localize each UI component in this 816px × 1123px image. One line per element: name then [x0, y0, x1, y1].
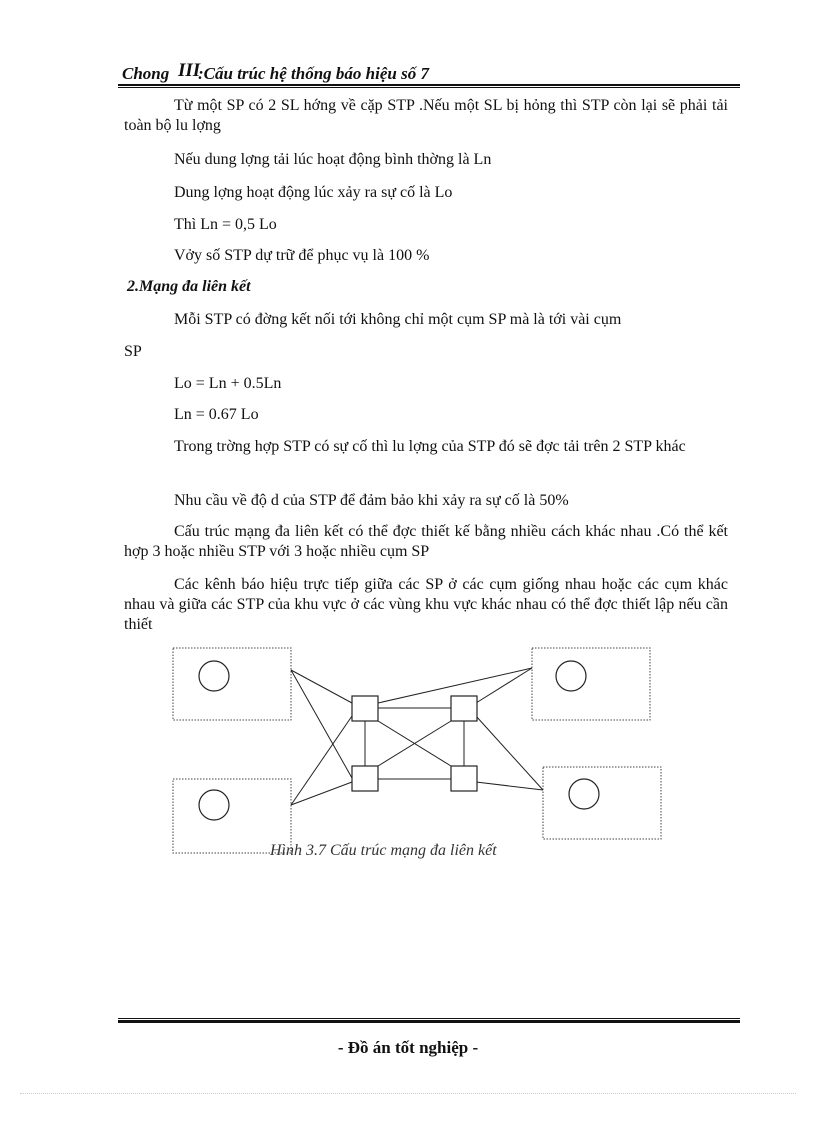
header-chapter-title: :Cấu trúc hệ thống báo hiệu số 7 [198, 64, 429, 83]
sp-node-bottom-right [569, 779, 599, 809]
paragraph-6a: Mỗi STP có đờng kết nối tới không chỉ một cụm SP mà là tới vài cụm [174, 311, 622, 328]
header-chapter-roman: III [178, 60, 201, 81]
stp-node-1 [352, 696, 378, 721]
link-tl-stp3 [291, 670, 352, 778]
link-stp2-stp3 [378, 721, 451, 766]
link-br-stp2 [476, 716, 543, 790]
sp-node-top-left [199, 661, 229, 691]
page-footer: - Đồ án tốt nghiệp - [337, 1038, 479, 1057]
figure-caption: Hình 3.7 Cấu trúc mạng đa liên kết [270, 842, 497, 859]
paragraph-6b: SP [124, 343, 142, 360]
stp-node-2 [451, 696, 477, 721]
link-tr-stp1 [378, 668, 532, 703]
paragraph-2: Nếu dung lợng tải lúc hoạt động bình thờng là Ln [174, 151, 492, 168]
sp-node-bottom-left [199, 790, 229, 820]
section-title: 2.Mạng đa liên kết [127, 278, 251, 295]
sp-cluster-top-left [173, 648, 291, 720]
paragraph-3: Dung lợng hoạt động lúc xảy ra sự cố là Lo [174, 184, 453, 201]
header-rule-thin [118, 87, 740, 88]
header-rule-thick [118, 84, 740, 86]
paragraph-5: Vởy số STP dự trữ để phục vụ là 100 % [174, 247, 430, 264]
paragraph-1: Từ một SP có 2 SL hớng về cặp STP .Nếu một SL bị hỏng thì STP còn lại sẽ phải tải toàn bộ lu lợng [124, 97, 728, 134]
header-chapter-word: Chong [122, 64, 170, 83]
paragraph-7: Lo = Ln + 0.5Ln [174, 375, 282, 392]
paragraph-8: Ln = 0.67 Lo [174, 406, 259, 423]
link-bl-stp1 [291, 716, 352, 805]
paragraph-11: Cấu trúc mạng đa liên kết có thể đợc thiết kế bằng nhiều cách khác nhau .Có thể kết hợp 3 hoặc nhiều STP với 3 hoặc nhiều cụm SP [124, 523, 728, 560]
link-stp1-stp4 [378, 721, 451, 766]
page-bottom-dotted-line [20, 1093, 796, 1094]
link-tl-stp1 [291, 670, 352, 703]
stp-node-3 [352, 766, 378, 791]
link-bl-stp3 [291, 782, 352, 805]
sp-node-top-right [556, 661, 586, 691]
page-header [122, 60, 740, 84]
paragraph-10: Nhu cầu về độ d của STP để đảm bảo khi xảy ra sự cố là 50% [174, 492, 569, 509]
link-tr-stp2 [476, 668, 532, 703]
stp-node-4 [451, 766, 477, 791]
paragraph-12: Các kênh báo hiệu trực tiếp giữa các SP ở các cụm giống nhau hoặc các cụm khác nhau và giữa các STP của khu vực ở các vùng khu vực khác nhau có thể đợc thiết lập nếu cần thiết [124, 576, 728, 633]
sp-cluster-top-right [532, 648, 650, 720]
footer-rule-thin [118, 1018, 740, 1019]
link-br-stp4 [476, 782, 543, 790]
sp-cluster-bottom-right [543, 767, 661, 839]
footer-rule-thick [118, 1020, 740, 1023]
paragraph-4: Thì Ln = 0,5 Lo [174, 216, 277, 233]
paragraph-9: Trong trờng hợp STP có sự cố thì lu lợng của STP đó sẽ đợc tải trên 2 STP khác [174, 438, 686, 455]
